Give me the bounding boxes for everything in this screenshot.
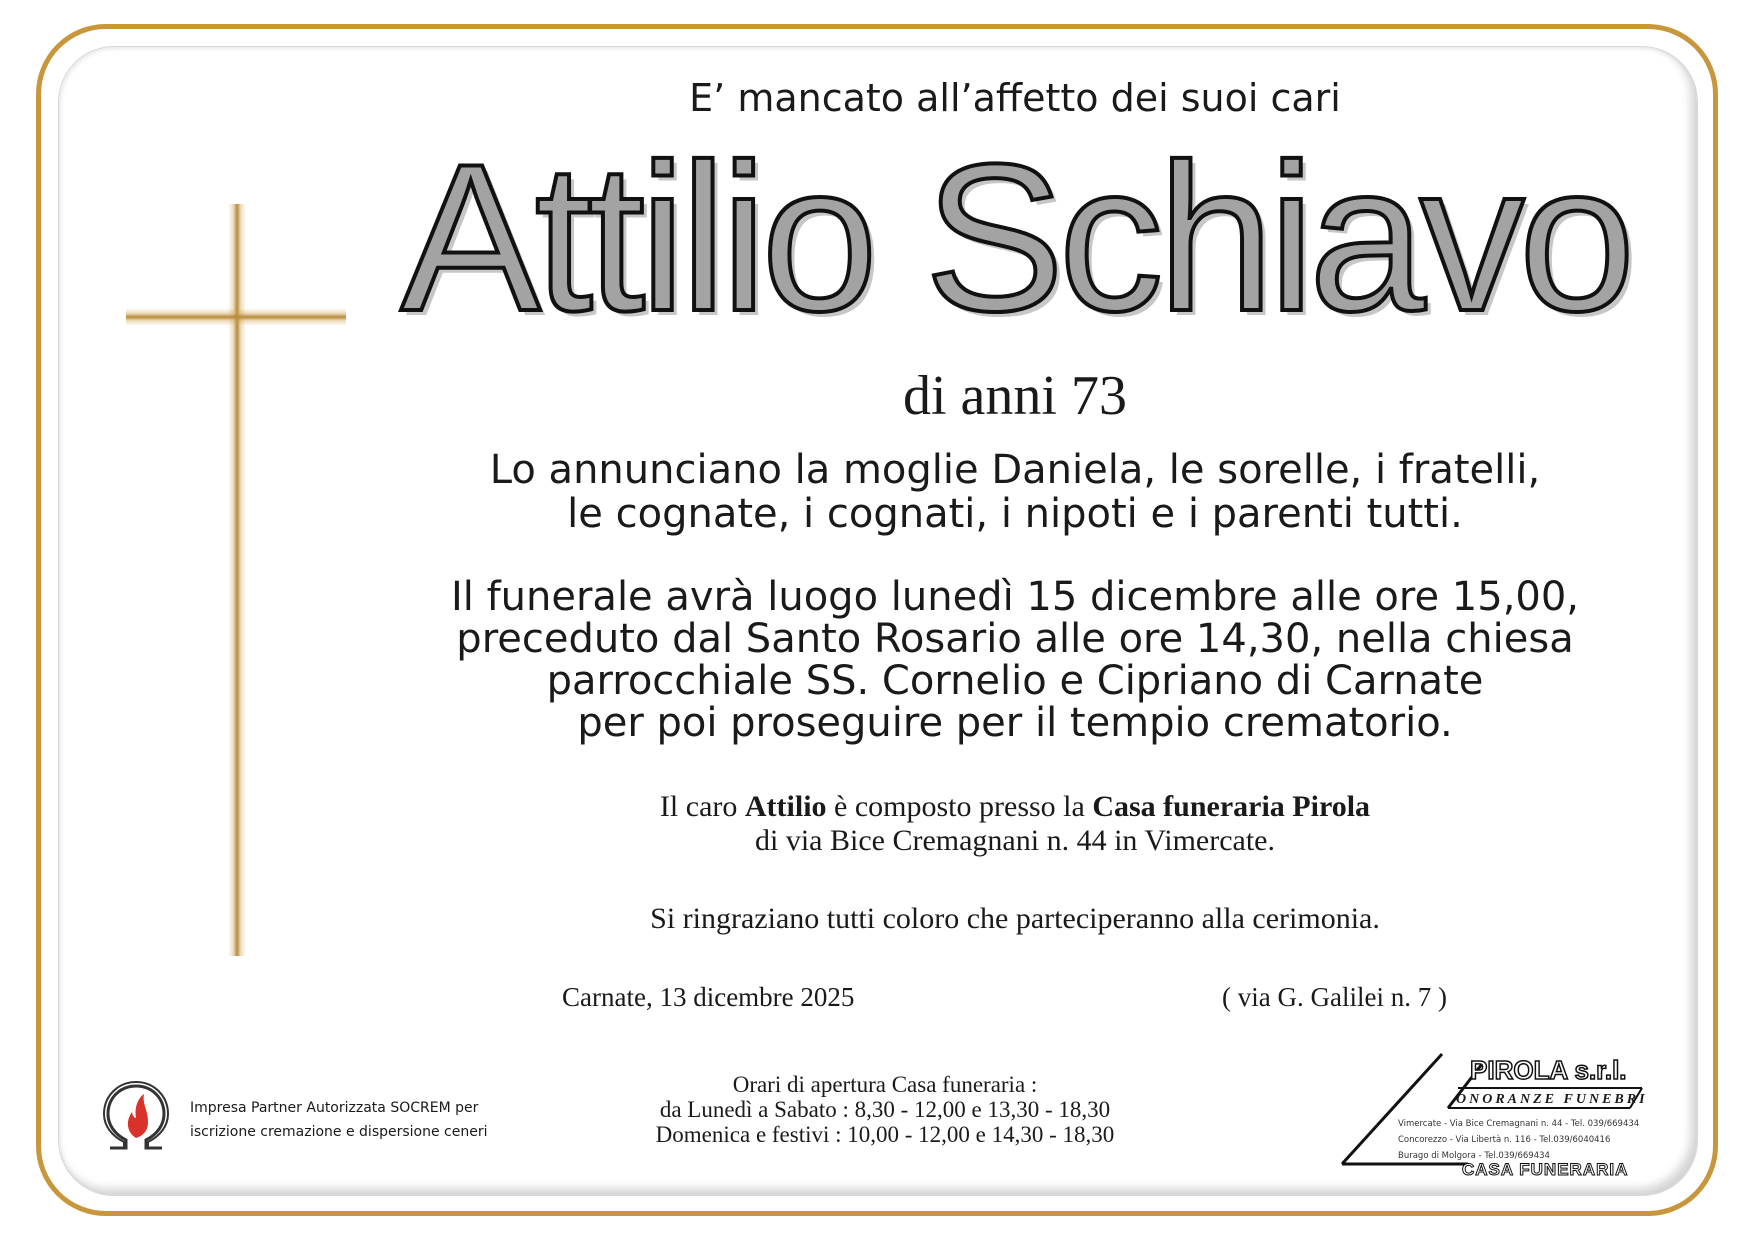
viewing-pre: Il caro — [659, 790, 745, 823]
funeral-line: Il funerale avrà luogo lunedì 15 dicembre alle ore 15,00, — [450, 574, 1580, 620]
intro-text: E’ mancato all’affetto dei suoi cari — [689, 76, 1341, 120]
funeral-details — [400, 576, 1630, 744]
thanks-text: Si ringraziano tutti coloro che parteciperanno alla cerimonia. — [650, 902, 1380, 935]
announcement — [400, 448, 1630, 536]
funeral-line: preceduto dal Santo Rosario alle ore 14,30, nella chiesa — [456, 616, 1574, 662]
cross-icon-horizontal — [126, 308, 346, 326]
age-text: di anni 73 — [903, 365, 1127, 427]
pirola-company-name: PIROLA s.r.l. — [1470, 1055, 1627, 1085]
funeral-line: per poi proseguire per il tempio crematorio. — [577, 700, 1453, 746]
notice-date: Carnate, 13 dicembre 2025 — [562, 982, 855, 1012]
hours-line: da Lunedì a Sabato : 8,30 - 12,00 e 13,30 - 18,30 — [659, 1097, 1111, 1122]
opening-hours — [600, 1072, 1170, 1147]
family-address: ( via G. Galilei n. 7 ) — [1222, 982, 1447, 1012]
pirola-address-line: Burago di Molgora - Tel.039/669434 — [1398, 1151, 1550, 1161]
socrem-line: Impresa Partner Autorizzata SOCREM per — [190, 1100, 479, 1116]
viewing-line-2: di via Bice Cremagnani n. 44 in Vimercate. — [755, 824, 1275, 857]
pirola-address-line: Concorezzo - Via Libertà n. 116 - Tel.039/6040416 — [1398, 1135, 1611, 1145]
omega-flame-icon — [100, 1078, 172, 1152]
pirola-address-line: Vimercate - Via Bice Cremagnani n. 44 - Tel. 039/669434 — [1398, 1119, 1640, 1129]
announcement-line: Lo annunciano la moglie Daniela, le sorelle, i fratelli, — [489, 447, 1541, 493]
deceased-name: Attilio Schiavo — [400, 120, 1630, 355]
viewing-mid: è composto presso la — [826, 790, 1093, 823]
socrem-line: iscrizione cremazione e dispersione ceneri — [190, 1124, 488, 1140]
socrem-partner-text — [190, 1096, 488, 1144]
hours-line: Orari di apertura Casa funeraria : — [732, 1072, 1038, 1097]
announcement-line: le cognate, i cognati, i nipoti e i parenti tutti. — [567, 491, 1463, 537]
pirola-tagline: ONORANZE FUNEBRI — [1456, 1092, 1648, 1107]
viewing-info — [400, 790, 1630, 858]
viewing-name: Attilio — [744, 790, 827, 823]
pirola-addresses — [1398, 1116, 1639, 1164]
viewing-line-1 — [400, 790, 1630, 824]
pirola-casa-funeraria: CASA FUNERARIA — [1462, 1160, 1629, 1179]
hours-line: Domenica e festivi : 10,00 - 12,00 e 14,30 - 18,30 — [655, 1122, 1115, 1147]
viewing-place: Casa funeraria Pirola — [1092, 790, 1371, 823]
funeral-line: parrocchiale SS. Cornelio e Cipriano di Carnate — [546, 658, 1484, 704]
